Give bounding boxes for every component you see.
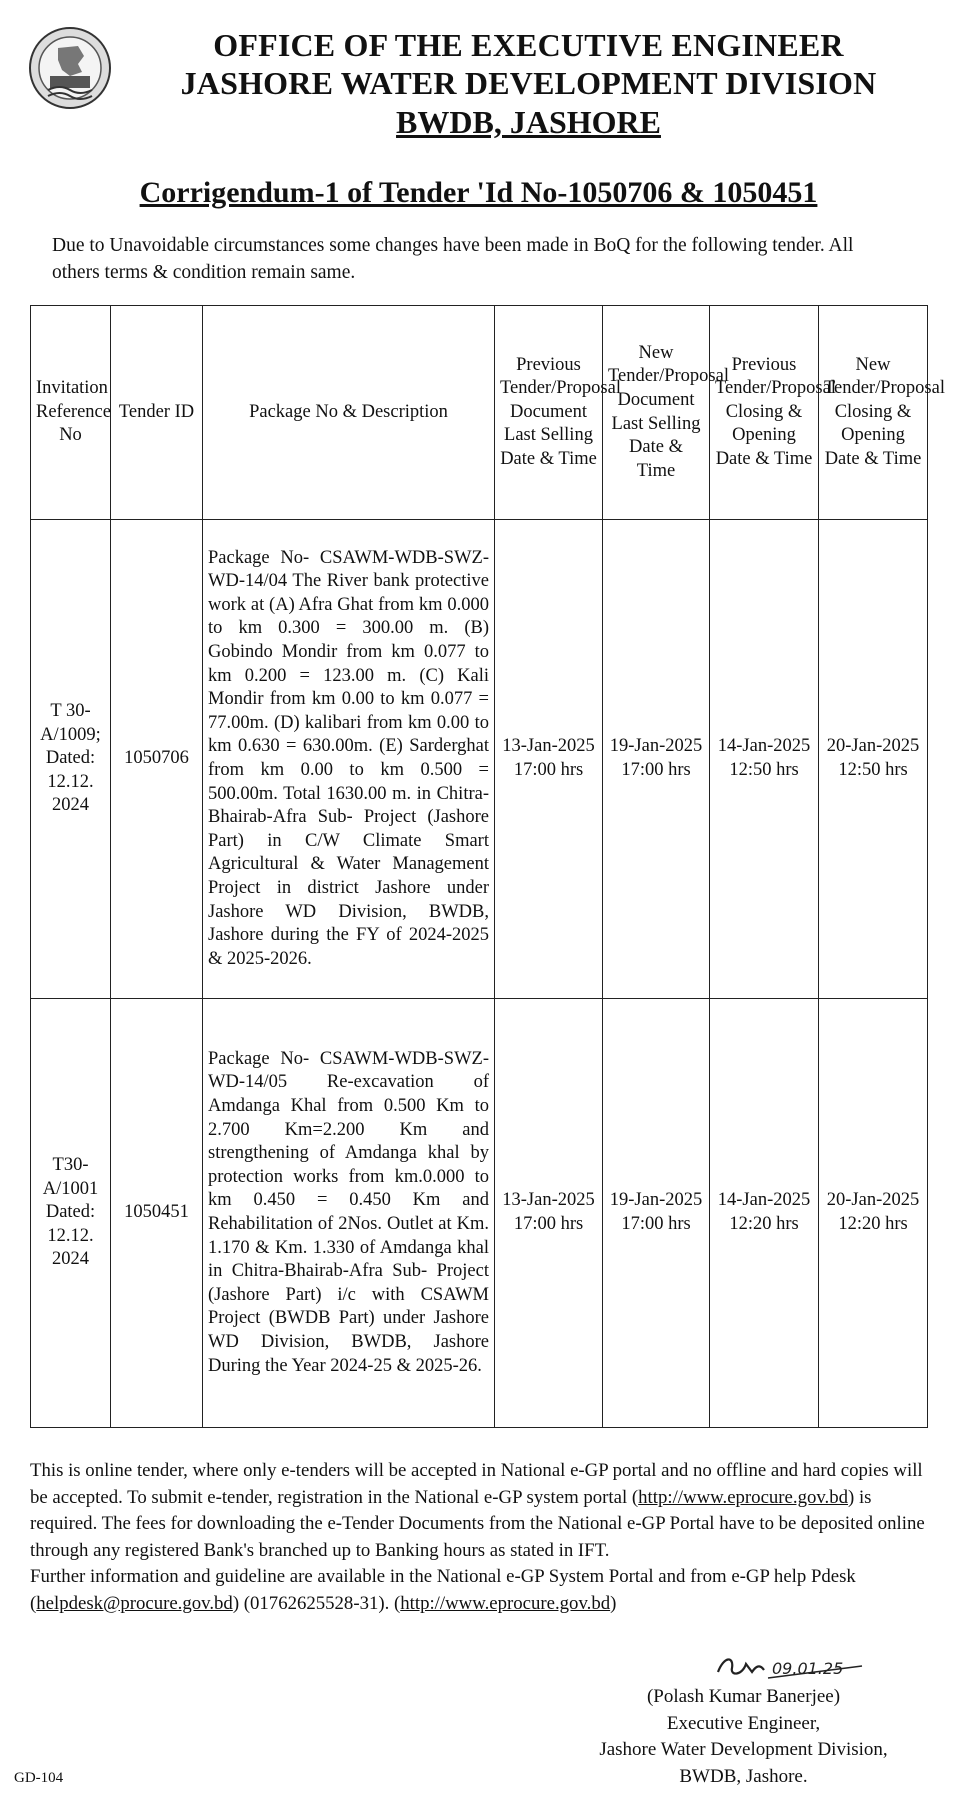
- header-line-2: JASHORE WATER DEVELOPMENT DIVISION: [180, 65, 877, 101]
- intro-paragraph: Due to Unavoidable circumstances some changes have been made in BoQ for the following tender. All others terms & condition remain same.: [52, 235, 854, 283]
- signer-office: Jashore Water Development Division,: [599, 1739, 888, 1760]
- cell-prev-closing: 14-Jan-2025 12:20 hrs: [710, 999, 819, 1428]
- cell-prev-closing: 14-Jan-2025 12:50 hrs: [710, 520, 819, 999]
- corrigendum-title: Corrigendum-1 of Tender 'Id No-1050706 & 1050451: [139, 176, 818, 209]
- col-new-selling: New Tender/Proposal Document Last Selling Date & Time: [603, 306, 710, 520]
- cell-description: Package No- CSAWM-WDB-SWZ-WD-14/05 Re-excavation of Amdanga Khal from 0.500 Km to 2.700 Km=2.200 Km and strengthening of Amdanga khal by protection works from km.0.000 to km 0.450 = 0.450 Km and Rehabilitation of 2Nos. Outlet at Km. 1.170 & Km. 1.330 of Amdanga khal in Chitra-Bhairab-Afra Sub- Project (Jashore Part) i/c with CSAWM Project (BWDB Part) under Jashore WD Division, BWDB, Jashore During the Year 2024-25 & 2025-26.: [203, 999, 495, 1428]
- eprocure-link[interactable]: http://www.eprocure.gov.bd: [638, 1486, 849, 1508]
- signer-name: (Polash Kumar Banerjee): [646, 1686, 841, 1707]
- cell-description: Package No- CSAWM-WDB-SWZ-WD-14/04 The River bank protective work at (A) Afra Ghat from km 0.000 to km 0.300 = 300.00 m. (B) Gobindo Mondir from km 0.077 to km 0.200 = 123.00 m. (C) Kali Mondir from km 0.00 to km 0.077 = 77.00m. (D) kalibari from km 0.00 to km 0.630 = 630.00m. (E) Sarderghat from km 0.00 to km 0.500 = 500.00m. Total 1630.00 m. in Chitra-Bhairab-Afra Sub- Project (Jashore Part) in C/W Climate Smart Agricultural & Water Management Project in district Jashore under Jashore WD Division, BWDB, Jashore during the FY of 2024-2025 & 2025-2026.: [203, 520, 495, 999]
- footer-text: Further information and guideline are available in the National e-GP System Portal and from e-GP help Pdesk (: [30, 1566, 856, 1614]
- cell-tender-id: 1050451: [111, 999, 203, 1428]
- signer-designation: Executive Engineer,: [666, 1712, 821, 1734]
- cell-new-closing: 20-Jan-2025 12:20 hrs: [819, 999, 928, 1428]
- office-header: [120, 26, 937, 142]
- footer-text: ): [610, 1592, 617, 1614]
- signer-location: BWDB, Jashore.: [679, 1765, 808, 1787]
- header-line-1: OFFICE OF THE EXECUTIVE ENGINEER: [213, 27, 844, 63]
- col-prev-selling: Previous Tender/Proposal Document Last Selling Date & Time: [495, 306, 603, 520]
- cell-new-selling: 19-Jan-2025 17:00 hrs: [603, 999, 710, 1428]
- footer-paragraph-2: [30, 1564, 927, 1617]
- signature-block: [560, 1684, 927, 1790]
- col-invitation-ref: Invitation Reference No: [31, 306, 111, 520]
- table-row: [31, 520, 928, 999]
- footer-text: This is online tender, where only e-tenders will be accepted in National e-GP portal and no offline and hard copies will be accepted. To submit e-tender, registration in the National e-GP system portal (: [30, 1460, 923, 1508]
- cell-prev-selling: 13-Jan-2025 17:00 hrs: [495, 520, 603, 999]
- document-code: GD-104: [14, 1770, 64, 1786]
- col-prev-closing: Previous Tender/Proposal Closing & Opening Date & Time: [710, 306, 819, 520]
- col-package-description: Package No & Description: [203, 306, 495, 520]
- footer-text: ) (01762625528-31). (: [232, 1592, 401, 1614]
- tender-table: [30, 305, 945, 1428]
- svg-text:09.01.25: 09.01.25: [772, 1659, 844, 1678]
- cell-tender-id: 1050706: [111, 520, 203, 999]
- footer-notes: [30, 1458, 927, 1617]
- cell-prev-selling: 13-Jan-2025 17:00 hrs: [495, 999, 603, 1428]
- helpdesk-email-link[interactable]: helpdesk@procure.gov.bd: [36, 1592, 233, 1614]
- col-tender-id: Tender ID: [111, 306, 203, 520]
- col-new-closing: New Tender/Proposal Closing & Opening Date & Time: [819, 306, 928, 520]
- handwritten-signature-icon: [712, 1646, 872, 1686]
- footer-paragraph-1: [30, 1458, 927, 1564]
- header-line-3: BWDB, JASHORE: [396, 104, 661, 140]
- bwdb-logo-icon: [28, 26, 112, 110]
- cell-ref: T 30-A/1009; Dated: 12.12. 2024: [31, 520, 111, 999]
- cell-new-selling: 19-Jan-2025 17:00 hrs: [603, 520, 710, 999]
- table-row: [31, 999, 928, 1428]
- cell-ref: T30-A/1001 Dated: 12.12. 2024: [31, 999, 111, 1428]
- eprocure-link-2[interactable]: http://www.eprocure.gov.bd: [400, 1592, 611, 1614]
- cell-new-closing: 20-Jan-2025 12:50 hrs: [819, 520, 928, 999]
- table-header-row: [31, 306, 928, 520]
- footer-text: ) is required. The fees for downloading the e-Tender Documents from the National e-GP Portal have to be deposited online through any registered Bank's branched up to Banking hours as stated in IFT.: [30, 1486, 925, 1561]
